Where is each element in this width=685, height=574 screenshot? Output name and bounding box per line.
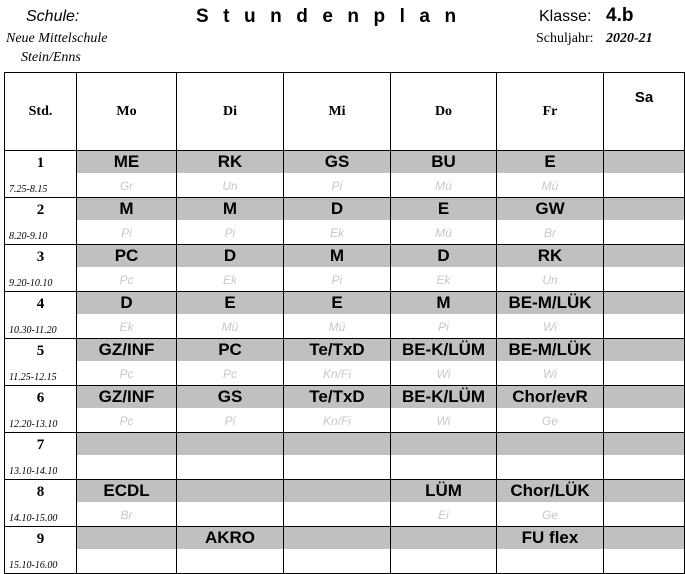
lesson-cell — [177, 433, 284, 480]
teacher-label: Mü — [435, 226, 452, 240]
subject-label — [284, 527, 390, 549]
period-time: 7.25-8.15 — [9, 184, 48, 195]
subject-label — [284, 480, 390, 502]
teacher-label: Mü — [221, 320, 239, 334]
teacher-label: Mü — [328, 320, 346, 334]
teacher-label — [604, 220, 684, 244]
subject-label: ME — [77, 151, 176, 173]
school-year-label: Schuljahr: — [536, 31, 594, 46]
school-label: Schule: — [26, 8, 80, 25]
lesson-cell — [77, 433, 177, 480]
teacher-label: Wi — [543, 367, 557, 381]
table-row — [5, 198, 685, 245]
subject-label: D — [284, 198, 390, 220]
teacher-label: Ek — [436, 273, 451, 287]
lesson-cell — [177, 386, 284, 433]
lesson-cell — [391, 151, 497, 198]
period-number: 5 — [36, 343, 45, 359]
subject-label — [77, 433, 176, 455]
lesson-cell — [604, 245, 685, 292]
teacher-label: Pc — [119, 273, 134, 287]
teacher-label: Mü — [541, 179, 559, 193]
teacher-label — [284, 502, 390, 526]
lesson-cell — [604, 480, 685, 527]
lesson-cell — [604, 386, 685, 433]
lesson-cell — [391, 527, 497, 574]
lesson-cell — [77, 339, 177, 386]
period-time: 10.30-11.20 — [9, 325, 57, 336]
lesson-cell — [497, 339, 604, 386]
subject-label: Chor/evR — [497, 386, 603, 408]
lesson-cell — [391, 198, 497, 245]
lesson-cell — [284, 339, 391, 386]
subject-label — [604, 245, 684, 267]
column-header-day: Di — [177, 73, 284, 151]
subject-label: BE-K/LÜM — [391, 386, 496, 408]
lesson-cell — [77, 292, 177, 339]
class-label: Klasse: — [539, 8, 592, 25]
lesson-cell — [284, 386, 391, 433]
period-number: 1 — [36, 155, 45, 171]
column-header-day: Mo — [77, 73, 177, 151]
teacher-label: Pi — [438, 320, 449, 334]
lesson-cell — [497, 480, 604, 527]
teacher-label: Ek — [329, 226, 344, 240]
lesson-cell — [177, 292, 284, 339]
column-header-std: Std. — [5, 73, 77, 151]
period-cell — [5, 198, 77, 245]
lesson-cell — [284, 198, 391, 245]
lesson-cell — [77, 198, 177, 245]
period-number: 8 — [36, 484, 45, 500]
teacher-label — [604, 455, 684, 479]
teacher-label: Pc — [119, 367, 134, 381]
timetable-header-row — [5, 73, 685, 151]
period-cell — [5, 527, 77, 574]
subject-label: RK — [497, 245, 603, 267]
teacher-label: Wi — [543, 320, 557, 334]
subject-label — [77, 527, 176, 549]
subject-label — [177, 480, 283, 502]
teacher-label — [177, 502, 283, 526]
teacher-label: Kn/Fi — [322, 414, 351, 428]
subject-label: FU flex — [497, 527, 603, 549]
period-cell — [5, 292, 77, 339]
lesson-cell — [77, 386, 177, 433]
lesson-cell — [604, 433, 685, 480]
teacher-label: Pc — [222, 367, 237, 381]
lesson-cell — [391, 339, 497, 386]
column-header-day: Do — [391, 73, 497, 151]
subject-label: Te/TxD — [284, 339, 390, 361]
period-number: 9 — [36, 531, 45, 547]
subject-label — [604, 151, 684, 173]
lesson-cell — [391, 292, 497, 339]
teacher-label — [77, 455, 176, 479]
subject-label — [604, 339, 684, 361]
teacher-label: Kn/Fi — [322, 367, 351, 381]
teacher-label: Pc — [119, 414, 134, 428]
lesson-cell — [497, 527, 604, 574]
lesson-cell — [177, 198, 284, 245]
teacher-label: Ge — [541, 508, 558, 522]
lesson-cell — [284, 245, 391, 292]
lesson-cell — [77, 151, 177, 198]
subject-label: M — [177, 198, 283, 220]
teacher-label: Ge — [541, 414, 558, 428]
subject-label: E — [284, 292, 390, 314]
lesson-cell — [177, 480, 284, 527]
subject-label: AKRO — [177, 527, 283, 549]
period-time: 8.20-9.10 — [9, 231, 48, 242]
subject-label: GS — [284, 151, 390, 173]
period-number: 7 — [36, 437, 45, 453]
subject-label: RK — [177, 151, 283, 173]
teacher-label — [604, 502, 684, 526]
lesson-cell — [604, 151, 685, 198]
period-number: 4 — [36, 296, 45, 312]
teacher-label: Wi — [436, 414, 451, 428]
column-header-day: Sa — [604, 73, 685, 151]
teacher-label: Pi — [121, 226, 132, 240]
lesson-cell — [497, 292, 604, 339]
teacher-label: Un — [542, 273, 558, 287]
teacher-label — [177, 455, 283, 479]
subject-label — [604, 433, 684, 455]
subject-label: D — [391, 245, 496, 267]
table-row — [5, 339, 685, 386]
table-row — [5, 527, 685, 574]
lesson-cell — [177, 527, 284, 574]
lesson-cell — [497, 151, 604, 198]
teacher-label: Ek — [119, 320, 134, 334]
teacher-label — [604, 361, 684, 385]
school-name-line1: Neue Mittelschule — [6, 31, 108, 46]
teacher-label: Ei — [438, 508, 449, 522]
subject-label: BE-K/LÜM — [391, 339, 496, 361]
subject-label — [497, 433, 603, 455]
timetable — [4, 72, 685, 574]
teacher-label: Br — [544, 226, 556, 240]
period-time: 14.10-15.00 — [9, 513, 58, 524]
teacher-label: Mü — [435, 179, 452, 193]
subject-label: Chor/LÜK — [497, 480, 603, 502]
lesson-cell — [77, 245, 177, 292]
teacher-label: Gr — [119, 179, 134, 193]
subject-label: D — [77, 292, 176, 314]
teacher-label — [497, 455, 603, 479]
period-number: 6 — [36, 390, 45, 406]
subject-label — [284, 433, 390, 455]
lesson-cell — [604, 292, 685, 339]
class-value: 4.b — [606, 5, 634, 26]
period-cell — [5, 339, 77, 386]
column-header-day: Fr — [497, 73, 604, 151]
period-time: 13.10-14.10 — [9, 466, 58, 477]
subject-label: E — [177, 292, 283, 314]
table-row — [5, 386, 685, 433]
lesson-cell — [177, 151, 284, 198]
teacher-label: Pi — [224, 226, 236, 240]
table-row — [5, 480, 685, 527]
period-cell — [5, 386, 77, 433]
lesson-cell — [497, 433, 604, 480]
lesson-cell — [77, 527, 177, 574]
subject-label: GZ/INF — [77, 339, 176, 361]
column-header-day: Mi — [284, 73, 391, 151]
subject-label: M — [77, 198, 176, 220]
subject-label: BU — [391, 151, 496, 173]
subject-label: GW — [497, 198, 603, 220]
subject-label: ECDL — [77, 480, 176, 502]
lesson-cell — [497, 386, 604, 433]
subject-label — [391, 527, 496, 549]
teacher-label — [604, 267, 684, 291]
subject-label — [604, 480, 684, 502]
period-time: 12.20-13.10 — [9, 419, 58, 430]
period-number: 3 — [36, 249, 45, 265]
subject-label: M — [391, 292, 496, 314]
lesson-cell — [77, 480, 177, 527]
teacher-label: Un — [222, 179, 238, 193]
teacher-label — [391, 455, 496, 479]
teacher-label — [284, 455, 390, 479]
subject-label: Te/TxD — [284, 386, 390, 408]
lesson-cell — [177, 245, 284, 292]
subject-label — [604, 292, 684, 314]
subject-label — [391, 433, 496, 455]
teacher-label — [604, 408, 684, 432]
subject-label: BE-M/LÜK — [497, 339, 603, 361]
teacher-label: Ek — [222, 273, 237, 287]
subject-label — [604, 386, 684, 408]
teacher-label: Br — [120, 508, 133, 522]
lesson-cell — [177, 339, 284, 386]
subject-label: E — [497, 151, 603, 173]
teacher-label — [604, 173, 684, 197]
period-cell — [5, 480, 77, 527]
teacher-label: Pi — [331, 273, 343, 287]
subject-label: M — [284, 245, 390, 267]
school-name-line2: Stein/Enns — [21, 50, 81, 65]
timetable-header — [0, 0, 685, 72]
teacher-label: Wi — [436, 367, 451, 381]
lesson-cell — [284, 480, 391, 527]
table-row — [5, 433, 685, 480]
lesson-cell — [284, 433, 391, 480]
lesson-cell — [391, 480, 497, 527]
teacher-label: Pi — [331, 179, 343, 193]
lesson-cell — [391, 433, 497, 480]
teacher-label: Pi — [224, 414, 236, 428]
period-time: 15.10-16.00 — [9, 560, 58, 571]
table-row — [5, 245, 685, 292]
period-cell — [5, 245, 77, 292]
subject-label: D — [177, 245, 283, 267]
lesson-cell — [284, 292, 391, 339]
lesson-cell — [604, 339, 685, 386]
lesson-cell — [391, 386, 497, 433]
subject-label: GZ/INF — [77, 386, 176, 408]
lesson-cell — [604, 527, 685, 574]
subject-label: PC — [177, 339, 283, 361]
subject-label: PC — [77, 245, 176, 267]
period-cell — [5, 151, 77, 198]
table-row — [5, 292, 685, 339]
subject-label — [604, 198, 684, 220]
period-number: 2 — [36, 202, 45, 218]
lesson-cell — [284, 527, 391, 574]
subject-label: BE-M/LÜK — [497, 292, 603, 314]
lesson-cell — [497, 198, 604, 245]
school-year-value: 2020-21 — [606, 31, 653, 46]
lesson-cell — [284, 151, 391, 198]
period-cell — [5, 433, 77, 480]
subject-label: LÜM — [391, 480, 496, 502]
teacher-label — [604, 314, 684, 338]
subject-label: GS — [177, 386, 283, 408]
subject-label — [177, 433, 283, 455]
subject-label — [604, 527, 684, 549]
period-time: 9.20-10.10 — [9, 278, 53, 289]
lesson-cell — [604, 198, 685, 245]
subject-label: E — [391, 198, 496, 220]
lesson-cell — [391, 245, 497, 292]
page-title: Stundenplan — [196, 6, 471, 27]
period-time: 11.25-12.15 — [9, 372, 57, 383]
table-row — [5, 151, 685, 198]
lesson-cell — [497, 245, 604, 292]
